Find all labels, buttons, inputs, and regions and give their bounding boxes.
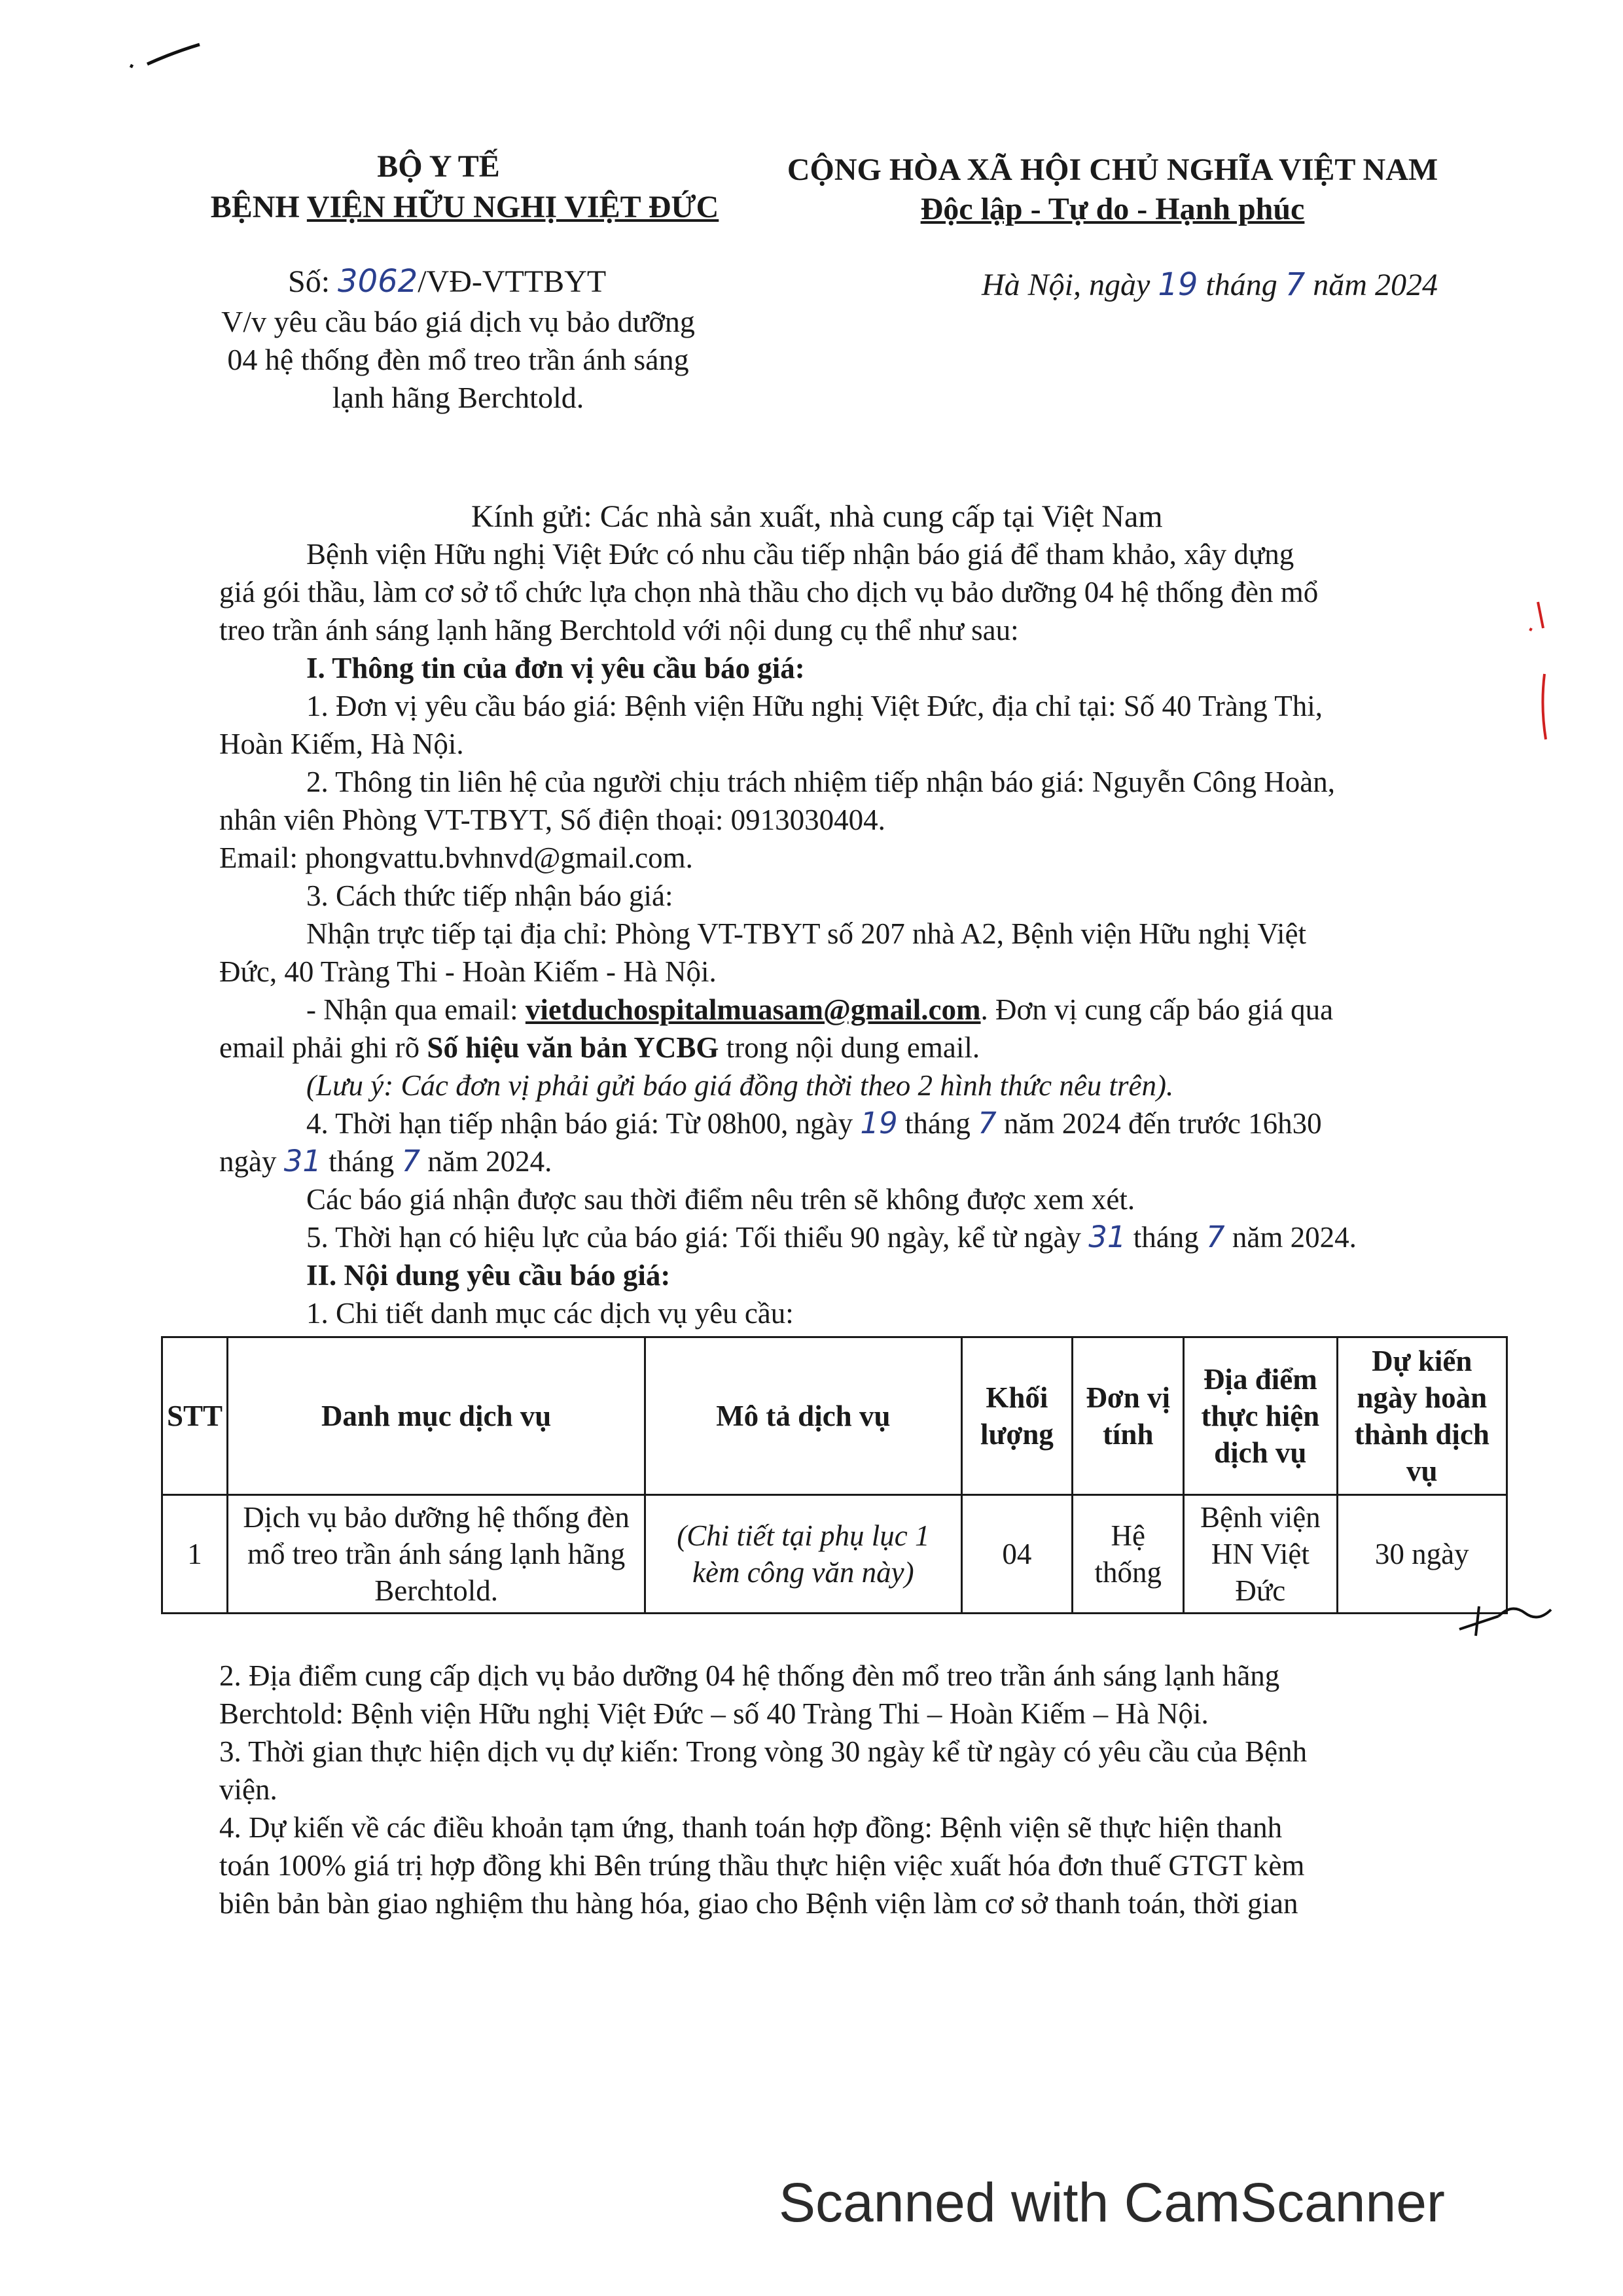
s1-4-a: 4. Thời hạn tiếp nhận báo giá: Từ 08h00, ngày (306, 1107, 861, 1140)
s1-4-e: tháng (321, 1145, 402, 1178)
s1-item4-line2 (219, 1142, 552, 1180)
document-number (288, 262, 606, 302)
cell-location: Bệnh viện HN Việt Đức (1184, 1495, 1337, 1614)
country-name: CỘNG HÒA XÃ HỘI CHỦ NGHĨA VIỆT NAM (787, 152, 1438, 187)
col-quantity: Khối lượng (961, 1337, 1073, 1495)
hospital-name (190, 188, 740, 227)
col-unit: Đơn vị tính (1073, 1337, 1184, 1495)
initial-mark (1453, 1597, 1558, 1642)
table-row (162, 1495, 1507, 1614)
s1-item1-line2: Hoàn Kiếm, Hà Nội. (219, 728, 464, 760)
line5-suffix: trong nội dung email. (719, 1031, 980, 1064)
cell-completion: 30 ngày (1337, 1495, 1507, 1614)
purchase-email: vietduchospitalmuasam@gmail.com (525, 993, 981, 1026)
s2-item3-line2: viện. (219, 1773, 277, 1806)
s1-5-b: tháng (1126, 1221, 1206, 1254)
s2-item2-line1: 2. Địa điểm cung cấp dịch vụ bảo dưỡng 04 hệ thống đèn mổ treo trần ánh sáng lạnh hãng (219, 1659, 1280, 1692)
subject-line-1: V/v yêu cầu báo giá dịch vụ bảo dưỡng (221, 305, 695, 338)
s2-item4-line1: 4. Dự kiến về các điều khoản tạm ứng, thanh toán hợp đồng: Bệnh viện sẽ thực hiện thanh (219, 1811, 1283, 1844)
s1-item2-email: Email: phongvattu.bvhnvd@gmail.com. (219, 841, 693, 874)
s1-4-month2: 7 (401, 1144, 421, 1178)
line5-prefix: email phải ghi rõ (219, 1031, 427, 1064)
cell-description: (Chi tiết tại phụ lục 1 kèm công văn này) (645, 1495, 961, 1614)
ministry-name: BỘ Y TẾ (377, 149, 500, 184)
date-prefix: Hà Nội, ngày (982, 268, 1158, 302)
s1-item2-line2: nhân viên Phòng VT-TBYT, Số điện thoại: 0913030404. (219, 804, 885, 836)
s1-item1-line1: 1. Đơn vị yêu cầu báo giá: Bệnh viện Hữu nghị Việt Đức, địa chỉ tại: Số 40 Tràng Thi, (306, 690, 1323, 722)
s1-5-day: 31 (1088, 1220, 1126, 1254)
document-date (982, 265, 1438, 305)
camscanner-watermark: Scanned with CamScanner (779, 2172, 1445, 2233)
date-month: 7 (1285, 266, 1306, 303)
cell-stt: 1 (162, 1495, 228, 1614)
date-day: 19 (1158, 266, 1198, 303)
s1-item3-email-line (306, 991, 1333, 1029)
col-service-list: Danh mục dịch vụ (228, 1337, 645, 1495)
s2-item4-line2: toán 100% giá trị hợp đồng khi Bên trúng thầu thực hiện việc xuất hóa đơn thuế GTGT kèm (219, 1849, 1305, 1882)
greeting: Kính gửi: Các nhà sản xuất, nhà cung cấp tại Việt Nam (471, 499, 1163, 534)
intro-line-1: Bệnh viện Hữu nghị Việt Đức có nhu cầu tiếp nhận báo giá để tham khảo, xây dựng (306, 538, 1294, 571)
cell-quantity: 04 (961, 1495, 1073, 1614)
table-header-row (162, 1337, 1507, 1495)
subject (170, 303, 746, 417)
email-prefix: - Nhận qua email: (306, 993, 526, 1026)
s1-4-day2: 31 (283, 1144, 321, 1178)
national-motto: Độc lập - Tự do - Hạnh phúc (920, 192, 1305, 226)
s1-item4-line1 (306, 1104, 1322, 1142)
doc-no-handwritten: 3062 (338, 263, 418, 300)
s1-4-month1: 7 (978, 1106, 997, 1140)
s1-item3-title: 3. Cách thức tiếp nhận báo giá: (306, 879, 673, 912)
intro-line-2: giá gói thầu, làm cơ sở tổ chức lựa chọn nhà thầu cho dịch vụ bảo dưỡng 04 hệ thống đèn mổ (219, 576, 1319, 609)
s1-item3-note: (Lưu ý: Các đơn vị phải gửi báo giá đồng thời theo 2 hình thức nêu trên). (306, 1069, 1174, 1102)
s2-item1: 1. Chi tiết danh mục các dịch vụ yêu cầu: (306, 1297, 794, 1330)
col-stt: STT (162, 1337, 228, 1495)
service-table (161, 1336, 1508, 1614)
s2-item2-line2: Berchtold: Bệnh viện Hữu nghị Việt Đức – số 40 Tràng Thi – Hoàn Kiếm – Hà Nội. (219, 1697, 1209, 1730)
hospital-name-underlined: VIỆN HỮU NGHỊ VIỆT ĐỨC (306, 190, 719, 224)
pen-mark (128, 39, 206, 79)
intro-line-3: treo trần ánh sáng lạnh hãng Berchtold với nội dung cụ thể như sau: (219, 614, 1019, 646)
s1-5-c: năm 2024. (1224, 1221, 1357, 1254)
s1-4-f: năm 2024. (420, 1145, 552, 1178)
doc-no-suffix: /VĐ-VTTBYT (418, 264, 607, 299)
col-completion: Dự kiến ngày hoàn thành dịch vụ (1337, 1337, 1507, 1495)
s1-4-b: tháng (897, 1107, 978, 1140)
hospital-prefix: BỆNH (210, 190, 307, 224)
line5-bold: Số hiệu văn bản YCBG (427, 1031, 719, 1064)
email-suffix: . Đơn vị cung cấp báo giá qua (980, 993, 1334, 1026)
s1-item3-line2: Nhận trực tiếp tại địa chỉ: Phòng VT-TBYT số 207 nhà A2, Bệnh viện Hữu nghị Việt (306, 917, 1307, 950)
col-description: Mô tả dịch vụ (645, 1337, 961, 1495)
subject-line-3: lạnh hãng Berchtold. (332, 381, 584, 414)
date-suffix: năm 2024 (1305, 268, 1438, 302)
red-margin-mark (1525, 589, 1564, 759)
s1-4-day1: 19 (860, 1106, 898, 1140)
s1-5-a: 5. Thời hạn có hiệu lực của báo giá: Tối thiểu 90 ngày, kể từ ngày (306, 1221, 1089, 1254)
s1-item3-line3: Đức, 40 Tràng Thi - Hoàn Kiếm - Hà Nội. (219, 955, 717, 988)
s2-item4-line3: biên bản bàn giao nghiệm thu hàng hóa, giao cho Bệnh viện làm cơ sở thanh toán, thời gian (219, 1887, 1298, 1920)
s1-item5 (306, 1218, 1357, 1256)
cell-unit: Hệ thống (1073, 1495, 1184, 1614)
doc-no-prefix: Số: (288, 264, 338, 299)
s1-item3-line5 (219, 1029, 980, 1067)
s1-item2-line1: 2. Thông tin liên hệ của người chịu trách nhiệm tiếp nhận báo giá: Nguyễn Công Hoàn, (306, 766, 1336, 798)
s1-4-d: ngày (219, 1145, 284, 1178)
s1-5-month: 7 (1205, 1220, 1225, 1254)
section-1-title: I. Thông tin của đơn vị yêu cầu báo giá: (306, 652, 805, 684)
cell-service: Dịch vụ bảo dưỡng hệ thống đèn mổ treo trần ánh sáng lạnh hãng Berchtold. (228, 1495, 645, 1614)
date-mid: tháng (1198, 268, 1285, 302)
s1-4-c: năm 2024 đến trước 16h30 (996, 1107, 1322, 1140)
subject-line-2: 04 hệ thống đèn mổ treo trần ánh sáng (227, 343, 689, 376)
section-2-title: II. Nội dung yêu cầu báo giá: (306, 1259, 671, 1292)
s2-item3-line1: 3. Thời gian thực hiện dịch vụ dự kiến: Trong vòng 30 ngày kể từ ngày có yêu cầu của Bệnh (219, 1735, 1308, 1768)
col-location: Địa điểm thực hiện dịch vụ (1184, 1337, 1337, 1495)
s1-item4-line3: Các báo giá nhận được sau thời điểm nêu trên sẽ không được xem xét. (306, 1183, 1135, 1216)
